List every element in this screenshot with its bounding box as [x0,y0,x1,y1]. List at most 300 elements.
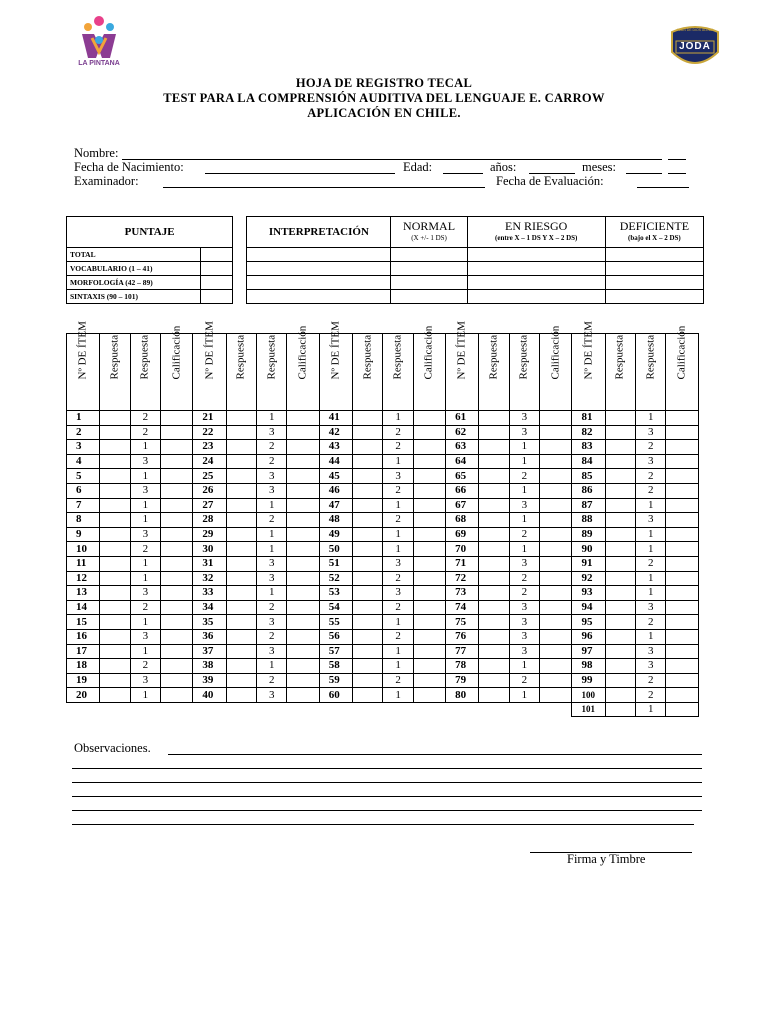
fecha-nacimiento-field[interactable] [205,173,395,174]
calificacion-cell[interactable] [161,454,193,469]
puntaje-header: PUNTAJE [67,217,233,248]
answer-key: 1 [257,411,287,426]
answer-key: 2 [257,600,287,615]
calificacion-cell[interactable] [287,586,319,601]
response-cell[interactable] [100,571,130,586]
response-cell[interactable] [479,469,509,484]
calificacion-cell[interactable] [287,556,319,571]
calificacion-cell[interactable] [540,440,572,455]
response-cell[interactable] [353,615,383,630]
answer-key: 3 [509,600,539,615]
calificacion-cell[interactable] [540,644,572,659]
item-number: 49 [319,527,352,542]
response-cell[interactable] [479,483,509,498]
fecha-evaluacion-field[interactable] [637,187,689,188]
normal-header [391,217,467,248]
calificacion-cell[interactable] [287,498,319,513]
calificacion-cell[interactable] [161,483,193,498]
calificacion-cell[interactable] [413,688,445,703]
response-cell[interactable] [100,629,130,644]
examinador-field[interactable] [163,187,485,188]
calificacion-cell[interactable] [413,571,445,586]
response-cell[interactable] [479,629,509,644]
response-cell[interactable] [226,513,256,528]
response-cell[interactable] [353,469,383,484]
response-cell[interactable] [605,440,635,455]
calificacion-cell[interactable] [413,440,445,455]
calificacion-cell[interactable] [666,673,699,688]
answer-key: 3 [257,556,287,571]
calificacion-cell[interactable] [540,688,572,703]
response-cell[interactable] [226,615,256,630]
respuesta-header [605,334,635,411]
calificacion-cell[interactable] [413,425,445,440]
answer-key: 1 [257,586,287,601]
table-row [67,454,699,469]
response-cell[interactable] [605,556,635,571]
response-cell[interactable] [353,513,383,528]
response-cell[interactable] [479,425,509,440]
morfologia-interp-cell[interactable] [247,276,391,290]
sintaxis-deficiente-cell[interactable] [605,290,703,304]
calificacion-cell[interactable] [287,513,319,528]
row-morfologia-label: MORFOLOGÍA (42 – 89) [67,276,201,290]
item-number: 100 [572,688,605,703]
calificacion-cell[interactable] [540,498,572,513]
response-cell[interactable] [353,425,383,440]
table-row [67,527,699,542]
respuesta-key-header-text: Respuesta [391,334,404,379]
response-cell[interactable] [479,600,509,615]
response-cell[interactable] [353,688,383,703]
response-cell[interactable] [479,498,509,513]
calificacion-cell[interactable] [666,688,699,703]
calificacion-cell[interactable] [161,571,193,586]
item-number: 15 [67,615,100,630]
response-cell[interactable] [226,659,256,674]
response-cell[interactable] [100,556,130,571]
calificacion-cell[interactable] [287,688,319,703]
response-cell[interactable] [353,673,383,688]
calificacion-cell[interactable] [161,498,193,513]
item-number: 3 [67,440,100,455]
answer-key: 2 [130,425,160,440]
response-cell[interactable] [479,644,509,659]
response-cell[interactable] [479,513,509,528]
calificacion-cell[interactable] [287,542,319,557]
observaciones-line-2[interactable] [72,768,702,769]
response-cell[interactable] [353,571,383,586]
calificacion-cell[interactable] [540,527,572,542]
item-number: 96 [572,629,605,644]
response-cell[interactable] [479,688,509,703]
response-cell[interactable] [226,586,256,601]
calificacion-cell[interactable] [540,483,572,498]
calificacion-cell[interactable] [287,629,319,644]
meses-field[interactable] [626,173,662,174]
calificacion-cell[interactable] [161,673,193,688]
calificacion-cell[interactable] [666,556,699,571]
response-cell[interactable] [605,615,635,630]
answer-key: 2 [383,483,413,498]
calificacion-cell[interactable] [540,615,572,630]
answer-key: 2 [130,659,160,674]
response-cell[interactable] [605,469,635,484]
response-cell[interactable] [226,454,256,469]
calificacion-cell[interactable] [666,440,699,455]
item-number: 68 [446,513,479,528]
calificacion-cell[interactable] [413,542,445,557]
calificacion-cell[interactable] [161,556,193,571]
response-cell[interactable] [100,673,130,688]
response-cell[interactable] [226,542,256,557]
item-number: 87 [572,498,605,513]
calificacion-cell[interactable] [540,411,572,426]
response-cell[interactable] [226,673,256,688]
response-cell[interactable] [226,440,256,455]
response-cell[interactable] [479,586,509,601]
item-number: 7 [67,498,100,513]
calificacion-cell[interactable] [413,513,445,528]
calificacion-cell[interactable] [287,673,319,688]
calificacion-cell[interactable] [666,571,699,586]
calificacion-cell[interactable] [413,629,445,644]
morfologia-score-cell[interactable] [201,276,233,290]
calificacion-cell[interactable] [161,615,193,630]
empty-cell [319,702,352,717]
response-cell[interactable] [226,644,256,659]
response-cell[interactable] [479,556,509,571]
calificacion-cell[interactable] [666,615,699,630]
vocabulario-normal-cell[interactable] [391,262,467,276]
calificacion-cell[interactable] [540,556,572,571]
meses-field-end [668,173,686,174]
answer-key: 1 [636,702,666,717]
total-normal-cell[interactable] [391,248,467,262]
response-cell[interactable] [479,411,509,426]
response-cell[interactable] [226,469,256,484]
answer-key: 1 [509,542,539,557]
calificacion-cell[interactable] [666,527,699,542]
calificacion-cell[interactable] [287,425,319,440]
respuesta-key-header-text: Respuesta [265,334,278,379]
calificacion-cell[interactable] [540,425,572,440]
calificacion-cell[interactable] [540,571,572,586]
response-cell[interactable] [353,440,383,455]
item-number: 23 [193,440,226,455]
vocabulario-interp-cell[interactable] [247,262,391,276]
response-cell[interactable] [605,644,635,659]
item-number: 6 [67,483,100,498]
response-cell[interactable] [605,586,635,601]
answer-key: 2 [509,469,539,484]
calificacion-cell[interactable] [413,673,445,688]
calificacion-cell[interactable] [287,644,319,659]
calificacion-cell[interactable] [287,571,319,586]
calificacion-cell[interactable] [161,411,193,426]
calificacion-cell[interactable] [161,527,193,542]
response-cell[interactable] [100,527,130,542]
item-number: 21 [193,411,226,426]
total-deficiente-cell[interactable] [605,248,703,262]
response-cell[interactable] [100,586,130,601]
calificacion-cell[interactable] [413,644,445,659]
response-cell[interactable] [353,454,383,469]
response-cell[interactable] [353,629,383,644]
riesgo-header [467,217,605,248]
calificacion-cell[interactable] [666,600,699,615]
nombre-field[interactable] [122,159,662,160]
observaciones-line-3[interactable] [72,782,702,783]
calificacion-cell[interactable] [287,440,319,455]
response-cell[interactable] [226,629,256,644]
observaciones-line-4[interactable] [72,796,702,797]
calificacion-cell[interactable] [413,483,445,498]
response-cell[interactable] [479,542,509,557]
response-cell[interactable] [479,615,509,630]
respuesta-header [226,334,256,411]
vocabulario-riesgo-cell[interactable] [467,262,605,276]
calificacion-cell[interactable] [287,600,319,615]
empty-cell [193,702,226,717]
response-cell[interactable] [226,600,256,615]
edad-field[interactable] [443,173,483,174]
response-cell[interactable] [353,600,383,615]
calificacion-cell[interactable] [287,615,319,630]
calificacion-cell[interactable] [413,527,445,542]
morfologia-normal-cell[interactable] [391,276,467,290]
response-cell[interactable] [100,542,130,557]
response-cell[interactable] [226,571,256,586]
calificacion-cell[interactable] [540,469,572,484]
item-number: 27 [193,498,226,513]
calificacion-cell[interactable] [161,688,193,703]
response-cell[interactable] [100,600,130,615]
calificacion-cell[interactable] [666,644,699,659]
calificacion-cell[interactable] [540,542,572,557]
observaciones-line-5[interactable] [72,810,702,811]
calificacion-cell[interactable] [413,615,445,630]
empty-cell [509,702,539,717]
response-cell[interactable] [353,483,383,498]
response-cell[interactable] [100,425,130,440]
calificacion-cell[interactable] [540,629,572,644]
morfologia-deficiente-cell[interactable] [605,276,703,290]
response-cell[interactable] [100,483,130,498]
calificacion-cell[interactable] [540,586,572,601]
answer-key: 3 [636,600,666,615]
response-cell[interactable] [605,673,635,688]
item-number: 8 [67,513,100,528]
response-cell[interactable] [100,513,130,528]
response-cell[interactable] [353,586,383,601]
observaciones-line-1[interactable] [168,754,702,755]
response-cell[interactable] [479,571,509,586]
calificacion-cell[interactable] [666,586,699,601]
response-cell[interactable] [605,571,635,586]
response-cell[interactable] [605,483,635,498]
calificacion-cell[interactable] [666,425,699,440]
answer-key: 2 [383,440,413,455]
calificacion-cell[interactable] [666,483,699,498]
response-cell[interactable] [353,556,383,571]
response-cell[interactable] [605,629,635,644]
item-number: 61 [446,411,479,426]
calificacion-cell[interactable] [287,454,319,469]
response-cell[interactable] [605,425,635,440]
response-cell[interactable] [479,527,509,542]
response-cell[interactable] [226,556,256,571]
response-cell[interactable] [353,498,383,513]
response-cell[interactable] [353,411,383,426]
response-cell[interactable] [605,498,635,513]
calificacion-cell[interactable] [666,498,699,513]
response-cell[interactable] [353,659,383,674]
calificacion-cell[interactable] [413,556,445,571]
sintaxis-riesgo-cell[interactable] [467,290,605,304]
response-cell[interactable] [226,498,256,513]
calificacion-cell[interactable] [666,629,699,644]
response-cell[interactable] [479,440,509,455]
total-riesgo-cell[interactable] [467,248,605,262]
response-cell[interactable] [605,702,635,717]
calificacion-cell[interactable] [161,600,193,615]
response-cell[interactable] [605,411,635,426]
item-number-header-text: Nº DE ÍTEM [76,320,89,379]
response-cell[interactable] [226,688,256,703]
calificacion-cell[interactable] [287,659,319,674]
sintaxis-interp-cell[interactable] [247,290,391,304]
calificacion-cell[interactable] [413,586,445,601]
answer-key: 1 [257,542,287,557]
calificacion-cell[interactable] [161,513,193,528]
observaciones-line-6[interactable] [72,824,694,825]
calificacion-cell[interactable] [540,600,572,615]
response-cell[interactable] [605,659,635,674]
response-cell[interactable] [100,454,130,469]
answer-key: 3 [130,586,160,601]
calificacion-cell[interactable] [161,469,193,484]
response-cell[interactable] [353,542,383,557]
vocabulario-deficiente-cell[interactable] [605,262,703,276]
answer-key: 3 [636,659,666,674]
calificacion-cell[interactable] [413,469,445,484]
answer-key: 1 [636,498,666,513]
calificacion-cell[interactable] [161,586,193,601]
response-cell[interactable] [605,454,635,469]
answer-key: 2 [383,629,413,644]
response-cell[interactable] [226,527,256,542]
response-cell[interactable] [100,498,130,513]
calificacion-cell[interactable] [666,702,699,717]
calificacion-cell[interactable] [540,659,572,674]
answer-key: 1 [257,659,287,674]
calificacion-cell[interactable] [161,542,193,557]
item-number: 69 [446,527,479,542]
calificacion-cell[interactable] [287,483,319,498]
calificacion-cell[interactable] [161,629,193,644]
response-cell[interactable] [479,454,509,469]
response-cell[interactable] [605,600,635,615]
calificacion-cell[interactable] [161,644,193,659]
calificacion-cell[interactable] [161,425,193,440]
response-cell[interactable] [100,644,130,659]
calificacion-cell[interactable] [413,659,445,674]
answer-key: 2 [257,513,287,528]
items-table [66,320,699,717]
response-cell[interactable] [100,440,130,455]
response-cell[interactable] [226,425,256,440]
calificacion-cell[interactable] [666,454,699,469]
calificacion-cell[interactable] [413,498,445,513]
respuesta-key-header-text: Respuesta [517,334,530,379]
calificacion-cell[interactable] [666,513,699,528]
calificacion-cell[interactable] [161,440,193,455]
item-number: 78 [446,659,479,674]
calificacion-cell[interactable] [540,454,572,469]
response-cell[interactable] [100,688,130,703]
item-number: 70 [446,542,479,557]
calificacion-cell[interactable] [413,411,445,426]
response-cell[interactable] [479,659,509,674]
response-cell[interactable] [100,469,130,484]
response-cell[interactable] [100,411,130,426]
item-number: 50 [319,542,352,557]
calificacion-cell[interactable] [666,411,699,426]
answer-key: 2 [130,411,160,426]
answer-key: 3 [130,673,160,688]
calificacion-cell[interactable] [666,469,699,484]
calificacion-cell[interactable] [287,411,319,426]
calificacion-header-text: Calificación [549,325,562,379]
sintaxis-normal-cell[interactable] [391,290,467,304]
sintaxis-score-cell[interactable] [201,290,233,304]
calificacion-cell[interactable] [540,673,572,688]
vocabulario-score-cell[interactable] [201,262,233,276]
calificacion-cell[interactable] [287,527,319,542]
response-cell[interactable] [605,688,635,703]
calificacion-cell[interactable] [540,513,572,528]
respuesta-key-header [257,334,287,411]
response-cell[interactable] [479,673,509,688]
response-cell[interactable] [353,527,383,542]
calificacion-cell[interactable] [287,469,319,484]
item-number: 72 [446,571,479,586]
calificacion-cell[interactable] [413,454,445,469]
response-cell[interactable] [226,411,256,426]
response-cell[interactable] [605,513,635,528]
response-cell[interactable] [100,659,130,674]
calificacion-cell[interactable] [666,542,699,557]
total-interp-cell[interactable] [247,248,391,262]
calificacion-cell[interactable] [413,600,445,615]
calificacion-cell[interactable] [161,659,193,674]
answer-key: 2 [636,688,666,703]
item-number-header [67,320,100,411]
respuesta-key-header-text: Respuesta [138,334,151,379]
calificacion-cell[interactable] [666,659,699,674]
response-cell[interactable] [605,527,635,542]
item-number: 57 [319,644,352,659]
response-cell[interactable] [605,542,635,557]
response-cell[interactable] [226,483,256,498]
response-cell[interactable] [353,644,383,659]
answer-key: 3 [257,571,287,586]
respuesta-header-text: Respuesta [613,334,626,379]
morfologia-riesgo-cell[interactable] [467,276,605,290]
total-score-cell[interactable] [201,248,233,262]
response-cell[interactable] [100,615,130,630]
